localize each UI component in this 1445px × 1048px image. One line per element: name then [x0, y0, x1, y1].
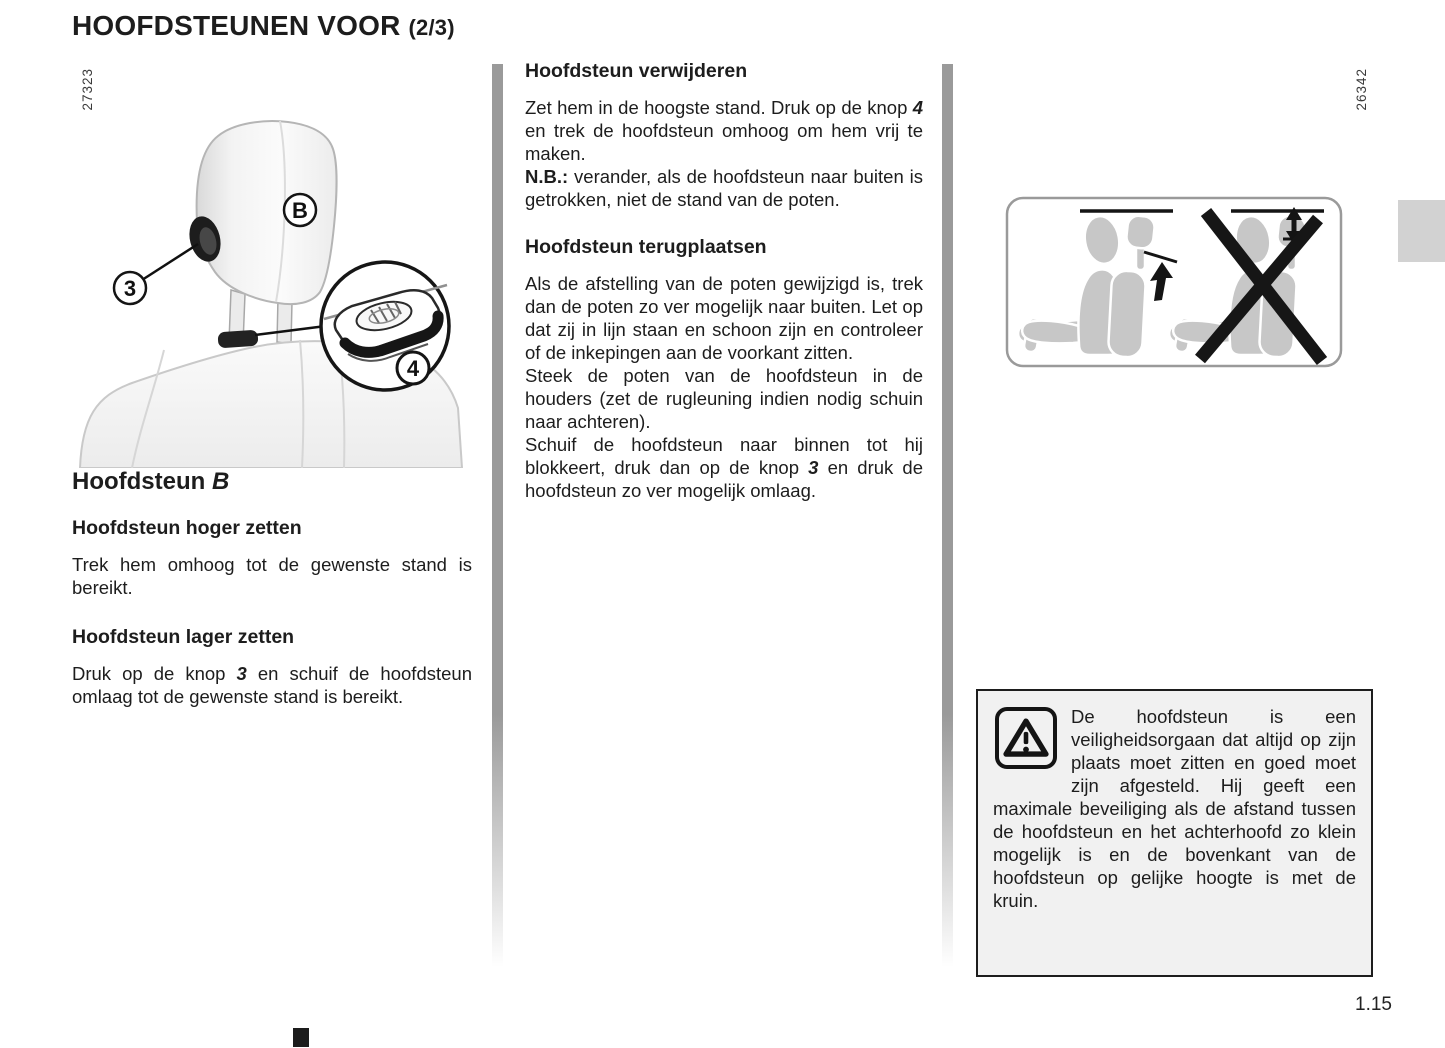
refit-paragraph-2: Steek de poten van de hoofdsteun in de houders (zet de rugleuning indien nodig schuin naar achteren). — [525, 365, 923, 432]
svg-text:4: 4 — [406, 356, 420, 381]
page-title — [72, 10, 455, 42]
callout-3-leader — [142, 244, 198, 280]
svg-text:3: 3 — [123, 276, 137, 301]
headrest-b-heading: Hoofdsteun B — [72, 468, 230, 495]
seat-position-diagram — [1003, 194, 1345, 374]
raise-heading: Hoofdsteun hoger zetten — [72, 517, 302, 539]
warning-box — [976, 689, 1373, 977]
lower-heading: Hoofdsteun lager zetten — [72, 626, 295, 648]
warning-text: De hoofdsteun is een veiligheidsorgaan dat altijd op zijn plaats moet zitten en goed moet zijn afgesteld. Hij geeft een maximale beveiliging als de afstand tussen de hoofdsteun en het achterhoofd zo klein mogelijk is en de bovenkant van de hoofdsteun op gelijke hoogte is met de kruin. — [993, 706, 1356, 911]
refit-heading: Hoofdsteun terugplaatsen — [525, 236, 767, 258]
svg-text:B: B — [292, 198, 308, 223]
chapter-side-tab — [1398, 200, 1445, 262]
callout-3 — [114, 272, 146, 304]
column-divider-right — [942, 64, 953, 967]
headrest-guide-collar — [217, 330, 258, 349]
page-title-counter: (2/3) — [408, 15, 455, 40]
magnifier-circle — [321, 262, 449, 390]
middle-column — [525, 60, 923, 502]
headrest-diagram-svg — [68, 104, 473, 468]
figure-number-right: 26342 — [1354, 68, 1369, 111]
warning-triangle-icon — [1003, 717, 1049, 759]
raise-paragraph: Trek hem omhoog tot de gewenste stand is bereikt. — [72, 554, 472, 598]
column-divider-left — [492, 64, 503, 967]
refit-paragraph-3: Schuif de hoofdsteun naar binnen tot hij blokkeert, druk dan op de knop 3 en druk de hoofdsteun zo ver mogelijk omlaag. — [525, 434, 923, 501]
callout-4 — [397, 352, 429, 384]
refit-paragraph-1: Als de afstelling van de poten gewijzigd is, trek dan de poten zo ver mogelijk naar buiten. Let op dat zij in lijn staan en schoon zijn en controleer of de inkepingen aan de voorkant zitten. — [525, 273, 923, 363]
figure-number-left: 27323 — [80, 68, 95, 111]
remove-paragraph: Zet hem in de hoogste stand. Druk op de knop 4 en trek de hoofdsteun omhoog om hem vrij te maken. — [525, 97, 923, 164]
page-title-main: HOOFDSTEUNEN VOOR — [72, 10, 401, 41]
lower-paragraph: Druk op de knop 3 en schuif de hoofdsteun omlaag tot de gewenste stand is bereikt. — [72, 663, 472, 707]
seat-position-diagram-svg — [1003, 194, 1345, 374]
callout-b — [284, 194, 316, 226]
footer-section-marker — [293, 1028, 309, 1047]
left-column — [72, 470, 472, 708]
nb-paragraph: N.B.: verander, als de hoofdsteun naar buiten is getrokken, niet de stand van de poten. — [525, 166, 923, 210]
remove-heading: Hoofdsteun verwijderen — [525, 60, 748, 82]
headrest-diagram — [68, 104, 473, 468]
page-number: 1.15 — [1355, 994, 1392, 1015]
warning-icon — [995, 707, 1057, 769]
